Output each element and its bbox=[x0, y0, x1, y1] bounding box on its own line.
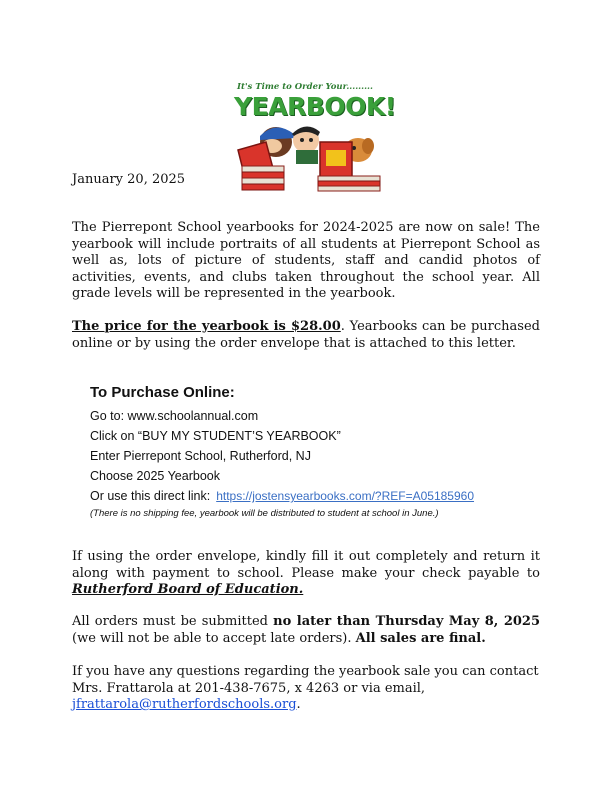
purchase-step: Choose 2025 Yearbook bbox=[90, 469, 220, 483]
purchase-step: Enter Pierrepont School, Rutherford, NJ bbox=[90, 449, 311, 463]
price-paragraph bbox=[72, 319, 540, 352]
direct-link-label: Or use this direct link: bbox=[90, 489, 211, 503]
sales-final: All sales are final. bbox=[355, 630, 486, 646]
contact-text: If you have any questions regarding the yearbook sale you can contact Mrs. Frattarola at 201-438-7675, x 4263 or via email, bbox=[72, 664, 539, 696]
price-emphasis: The price for the yearbook is $28.00 bbox=[72, 319, 341, 334]
intro-paragraph: The Pierrepont School yearbooks for 2024-2025 are now on sale! The yearbook will include portraits of all students at Pierrepont School as well as, lots of picture of students, staff and candid photos of activities, events, and clubs taken throughout the school year. All grade levels will be represented in the yearbook. bbox=[72, 220, 540, 301]
direct-link-url[interactable]: https://jostensyearbooks.com/?REF=A05185960 bbox=[216, 489, 475, 503]
purchase-step: Click on “BUY MY STUDENT’S YEARBOOK” bbox=[90, 429, 341, 443]
deadline-text-2: (we will not be able to accept late orders). bbox=[72, 630, 356, 646]
price-rest: . Yearbooks can be purchased online or by using the order envelope that is attached to this letter. bbox=[72, 319, 540, 351]
letter-date: January 20, 2025 bbox=[72, 172, 186, 187]
payee-name: Rutherford Board of Education. bbox=[72, 582, 304, 597]
purchase-heading: To Purchase Online: bbox=[90, 384, 235, 401]
envelope-text: If using the order envelope, kindly fill it out completely and return it along with payment to school. Please make your check payable to bbox=[72, 549, 540, 581]
contact-email-link[interactable]: jfrattarola@rutherfordschools.org bbox=[72, 697, 297, 712]
logo-word: YEARBOOK! bbox=[234, 92, 396, 121]
shipping-note: (There is no shipping fee, yearbook will be distributed to student at school in June.) bbox=[90, 508, 439, 519]
purchase-online-section bbox=[90, 384, 540, 522]
kids-reading-books-icon bbox=[222, 120, 388, 192]
yearbook-logo bbox=[222, 76, 396, 192]
direct-link-line bbox=[90, 486, 540, 506]
contact-end: . bbox=[296, 697, 301, 712]
purchase-step: Go to: www.schoolannual.com bbox=[90, 409, 259, 423]
deadline-text: All orders must be submitted bbox=[72, 614, 274, 629]
logo-tagline: It's Time to Order Your......... bbox=[237, 82, 373, 92]
envelope-paragraph bbox=[72, 549, 540, 599]
deadline-date: no later than Thursday May 8, 2025 bbox=[273, 614, 541, 629]
contact-paragraph bbox=[72, 664, 540, 714]
deadline-paragraph bbox=[72, 614, 540, 647]
